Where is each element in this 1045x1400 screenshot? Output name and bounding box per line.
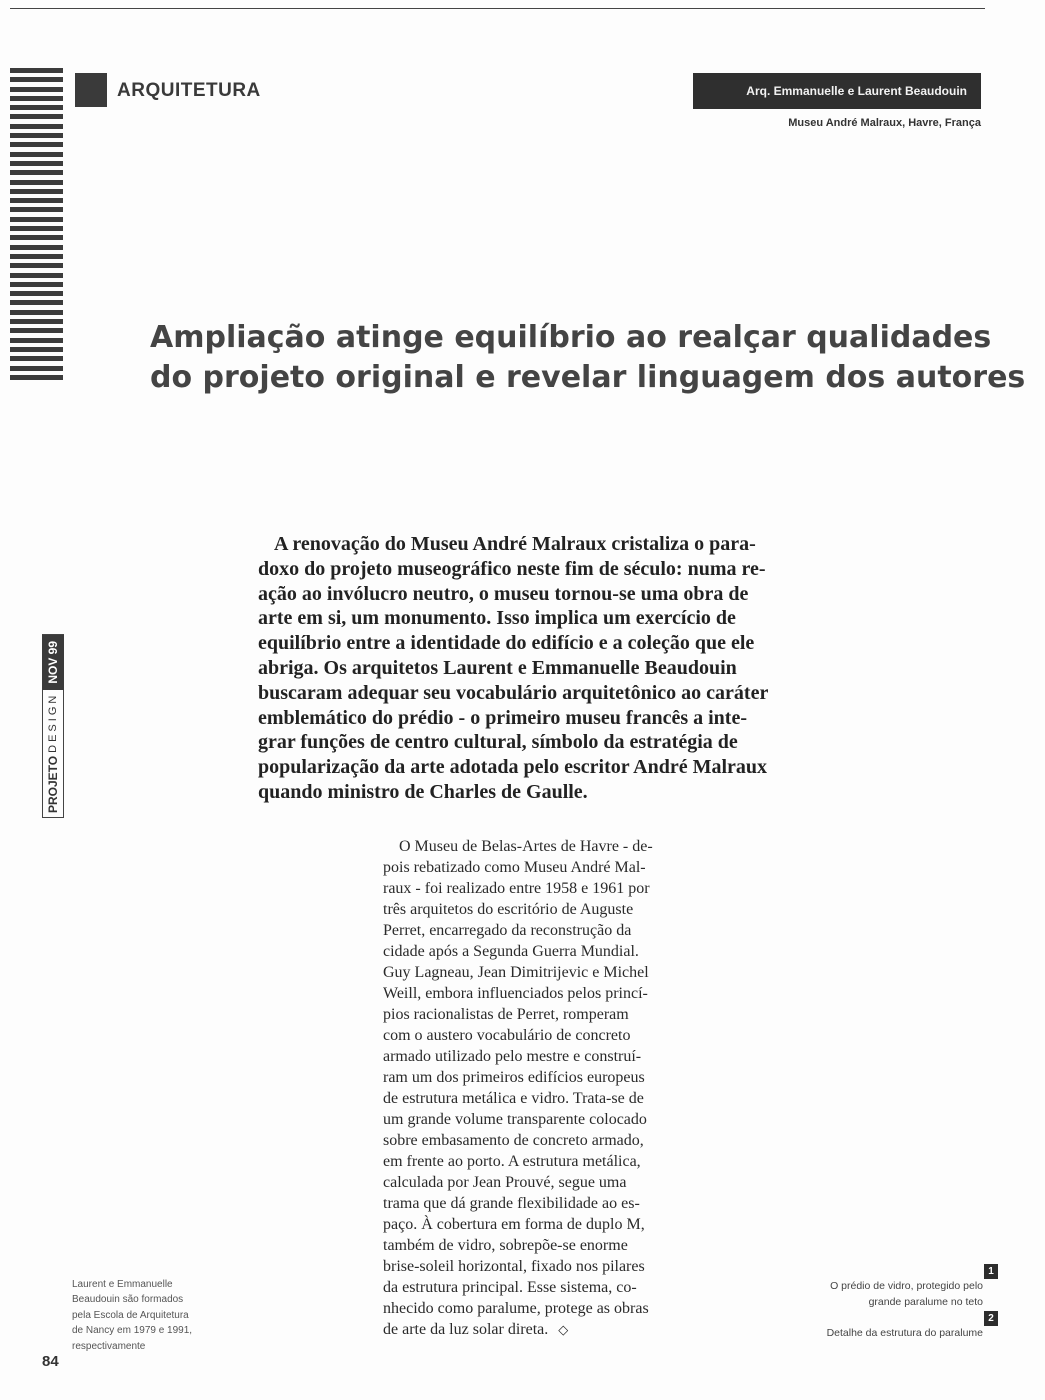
body-line: calculada por Jean Prouvé, segue uma [383,1174,627,1191]
body-line: Perret, encarregado da reconstrução da [383,922,632,939]
caption-line: O prédio de vidro, protegido pelo [830,1280,983,1292]
author-note-line: de Nancy em 1979 e 1991, [72,1325,193,1337]
magazine-design: DESIGN [47,692,59,753]
body-line: pois rebatizado como Museu André Mal- [383,859,646,876]
lead-line: equilíbrio entre a identidade do edifício e a coleção que ele [258,632,755,655]
body-line: três arquitetos do escritório de Auguste [383,901,634,918]
body-line: Weill, embora influenciados pelos princí- [383,985,648,1002]
body-line: com o austero vocabulário de concreto [383,1027,631,1044]
body-line: Guy Lagneau, Jean Dimitrijevic e Michel [383,964,649,981]
body-line: nhecido como paralume, protege as obras [383,1300,649,1317]
end-mark-icon: ◇ [558,1322,569,1337]
body-line: brise-soleil horizontal, fixado nos pilares [383,1258,645,1275]
lead-line: doxo do projeto museográfico neste fim de século: numa re- [258,557,766,580]
body-line: de estrutura metálica e vidro. Trata-se de [383,1090,644,1107]
body-column [383,836,683,1340]
body-line: sobre embasamento de concreto armado, [383,1132,644,1149]
lead-line: quando ministro de Charles de Gaulle. [258,780,588,803]
headline [150,318,1026,398]
section-marker-block [75,73,107,107]
body-line: de arte da luz solar direta. [383,1321,549,1338]
lead-line: A renovação do Museu André Malraux cristaliza o para- [274,533,756,555]
author-note [72,1277,212,1354]
architects-label: Arq. Emmanuelle e Laurent Beaudouin [746,84,967,98]
body-line-last [383,1319,683,1340]
lead-paragraph [258,532,808,805]
caption-2 [827,1326,983,1342]
body-line: pios racionalistas de Perret, romperam [383,1006,629,1023]
body-line: cidade após a Segunda Guerra Mundial. [383,943,639,960]
project-location: Museu André Malraux, Havre, França [788,117,981,129]
body-line: em frente ao porto. A estrutura metálica, [383,1153,641,1170]
magazine-brand: PROJETO [46,755,60,813]
body-line: também de vidro, sobrepõe-se enorme [383,1237,628,1254]
magazine-issue: NOV 99 [42,635,64,690]
lead-line: abriga. Os arquitetos Laurent e Emmanuelle Beaudouin [258,656,737,679]
body-line: trama que dá grande flexibilidade ao es- [383,1195,640,1212]
decorative-stripes [10,68,63,384]
body-line: paço. À cobertura em forma de duplo M, [383,1216,645,1233]
lead-line: buscaram adequar seu vocabulário arquitetônico ao caráter [258,681,769,704]
lead-line: ação ao invólucro neutro, o museu tornou-se uma obra de [258,582,749,605]
caption-line: Detalhe da estrutura do paralume [826,1327,983,1339]
author-note-line: Beaudouin são formados [72,1294,184,1306]
architects-bar [693,73,981,109]
author-note-line: respectivamente [72,1340,146,1352]
author-note-line: pela Escola de Arquitetura [72,1309,189,1321]
page-number: 84 [42,1353,59,1370]
lead-line: arte em si, um monumento. Isso implica um exercício de [258,607,736,630]
caption-line: grande paralume no teto [868,1295,983,1308]
top-rule [10,8,985,9]
headline-line: Ampliação atinge equilíbrio ao realçar qualidades [150,320,992,355]
magazine-side-tag [42,634,64,818]
lead-line: emblemático do prédio - o primeiro museu francês a inte- [258,706,747,729]
author-note-line: Laurent e Emmanuelle [72,1279,173,1290]
caption-number-badge: 1 [984,1264,998,1279]
section-label: ARQUITETURA [117,80,261,101]
body-line: ram um dos primeiros edifícios europeus [383,1069,645,1086]
body-line: um grande volume transparente colocado [383,1111,647,1128]
body-line: armado utilizado pelo mestre e construí- [383,1048,642,1065]
headline-line: do projeto original e revelar linguagem dos autores [150,360,1026,395]
body-line: da estrutura principal. Esse sistema, co- [383,1279,637,1296]
lead-line: grar funções de centro cultural, símbolo da estratégia de [258,731,738,754]
body-line: O Museu de Belas-Artes de Havre - de- [399,838,653,855]
body-line: raux - foi realizado entre 1958 e 1961 por [383,880,650,897]
caption-1 [830,1279,983,1310]
lead-line: popularização da arte adotada pelo escritor André Malraux [258,756,768,779]
caption-number-badge: 2 [984,1311,998,1326]
